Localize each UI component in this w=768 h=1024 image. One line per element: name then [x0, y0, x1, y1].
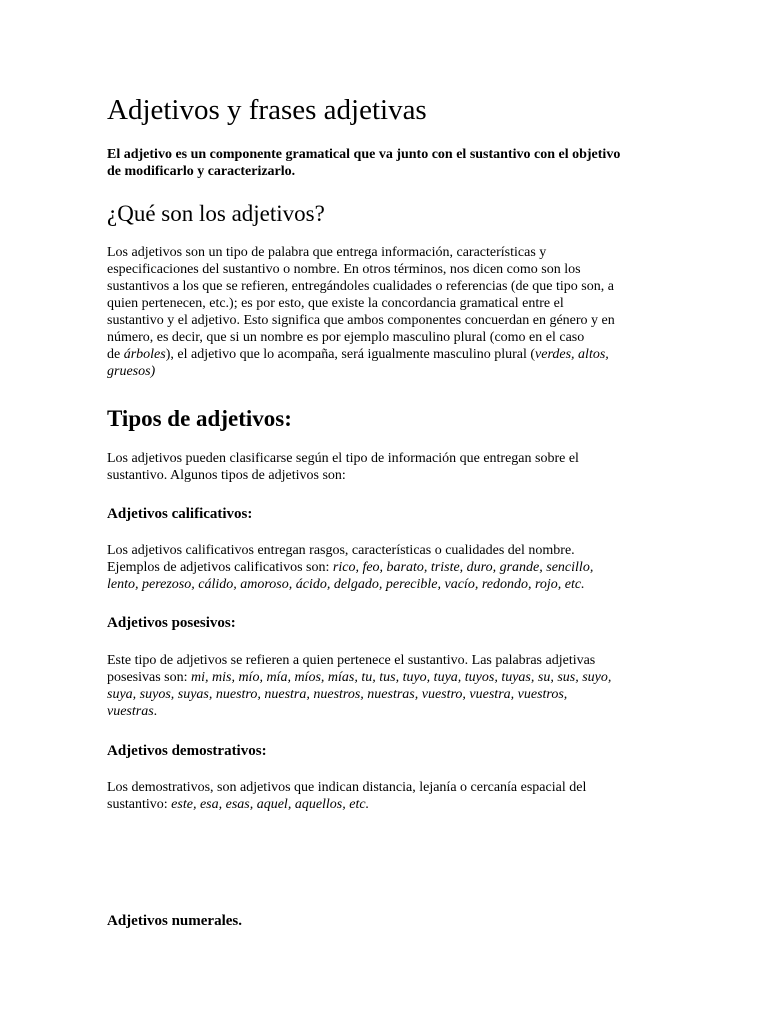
italic-term: suya, suyos, suyas, nuestro, nuestra, nuestros, nuestras, vuestro, vuestra, vuestros, — [107, 687, 568, 702]
text-run: sustantivo: — [107, 797, 172, 812]
demostrativos-paragraph — [107, 779, 667, 813]
page-title: Adjetivos y frases adjetivas — [107, 94, 427, 126]
paragraph-line — [107, 559, 667, 576]
text-run: posesivas son: — [107, 670, 191, 685]
italic-term: mi, mis, mío, mía, míos, mías, tu, tus, tuyo, tuya, tuyos, tuyas, su, sus, suyo, — [191, 670, 612, 685]
paragraph-line — [107, 796, 667, 813]
paragraph-line: sustantivo y el adjetivo. Esto significa que ambos componentes concuerdan en género y en — [107, 313, 615, 328]
posesivos-paragraph — [107, 652, 667, 720]
calificativos-paragraph — [107, 542, 667, 593]
text-run: . — [153, 704, 158, 719]
subheading-demostrativos: Adjetivos demostrativos: — [107, 743, 267, 759]
subheading-numerales: Adjetivos numerales. — [107, 913, 242, 929]
italic-term: vuestras — [107, 704, 154, 719]
paragraph-line: número, es decir, que si un nombre es por ejemplo masculino plural (como en el caso — [107, 330, 585, 345]
lead-paragraph — [107, 146, 667, 180]
italic-term: árboles — [123, 347, 166, 362]
paragraph-line: Este tipo de adjetivos se refieren a quien pertenece el sustantivo. Las palabras adjetivas — [107, 653, 596, 668]
subheading-posesivos: Adjetivos posesivos: — [107, 615, 236, 631]
paragraph-line: Los adjetivos pueden clasificarse según el tipo de información que entregan sobre el — [107, 451, 579, 466]
paragraph-line — [107, 576, 667, 593]
paragraph-line: quien pertenecen, etc.); es por esto, que existe la concordancia gramatical entre el — [107, 296, 564, 311]
italic-term: verdes, altos, — [535, 347, 609, 362]
text-run: ), el adjetivo que lo acompaña, será igualmente masculino plural ( — [165, 347, 536, 362]
section-tipos-paragraph — [107, 450, 667, 484]
italic-term: este, esa, esas, aquel, aquellos, etc. — [171, 797, 370, 812]
italic-term: gruesos) — [107, 364, 156, 379]
paragraph-line: sustantivo. Algunos tipos de adjetivos son: — [107, 468, 346, 483]
lead-line: de modificarlo y caracterizarlo. — [107, 164, 296, 179]
paragraph-line — [107, 363, 667, 380]
subheading-calificativos: Adjetivos calificativos: — [107, 506, 253, 522]
section-que-son-paragraph — [107, 244, 667, 380]
paragraph-line: Los adjetivos son un tipo de palabra que entrega información, características y — [107, 245, 547, 260]
paragraph-line: especificaciones del sustantivo o nombre. En otros términos, nos dicen como son los — [107, 262, 581, 277]
text-run: Ejemplos de adjetivos calificativos son: — [107, 560, 333, 575]
section-heading-tipos: Tipos de adjetivos: — [107, 406, 292, 431]
paragraph-line: Los adjetivos calificativos entregan rasgos, características o cualidades del nombre. — [107, 543, 575, 558]
paragraph-line — [107, 346, 667, 363]
paragraph-line — [107, 703, 667, 720]
italic-term: rico, feo, barato, triste, duro, grande, sencillo, — [332, 560, 594, 575]
paragraph-line — [107, 686, 667, 703]
paragraph-line: Los demostrativos, son adjetivos que indican distancia, lejanía o cercanía espacial del — [107, 780, 587, 795]
paragraph-line: sustantivos a los que se refieren, entregándoles cualidades o referencias (de que tipo son, a — [107, 279, 614, 294]
lead-line: El adjetivo es un componente gramatical que va junto con el sustantivo con el objetivo — [107, 147, 621, 162]
italic-term: lento, perezoso, cálido, amoroso, ácido, delgado, perecible, vacío, redondo, rojo, etc. — [107, 577, 585, 592]
section-heading-que-son: ¿Qué son los adjetivos? — [107, 201, 325, 226]
text-run: de — [107, 347, 124, 362]
paragraph-line — [107, 669, 667, 686]
